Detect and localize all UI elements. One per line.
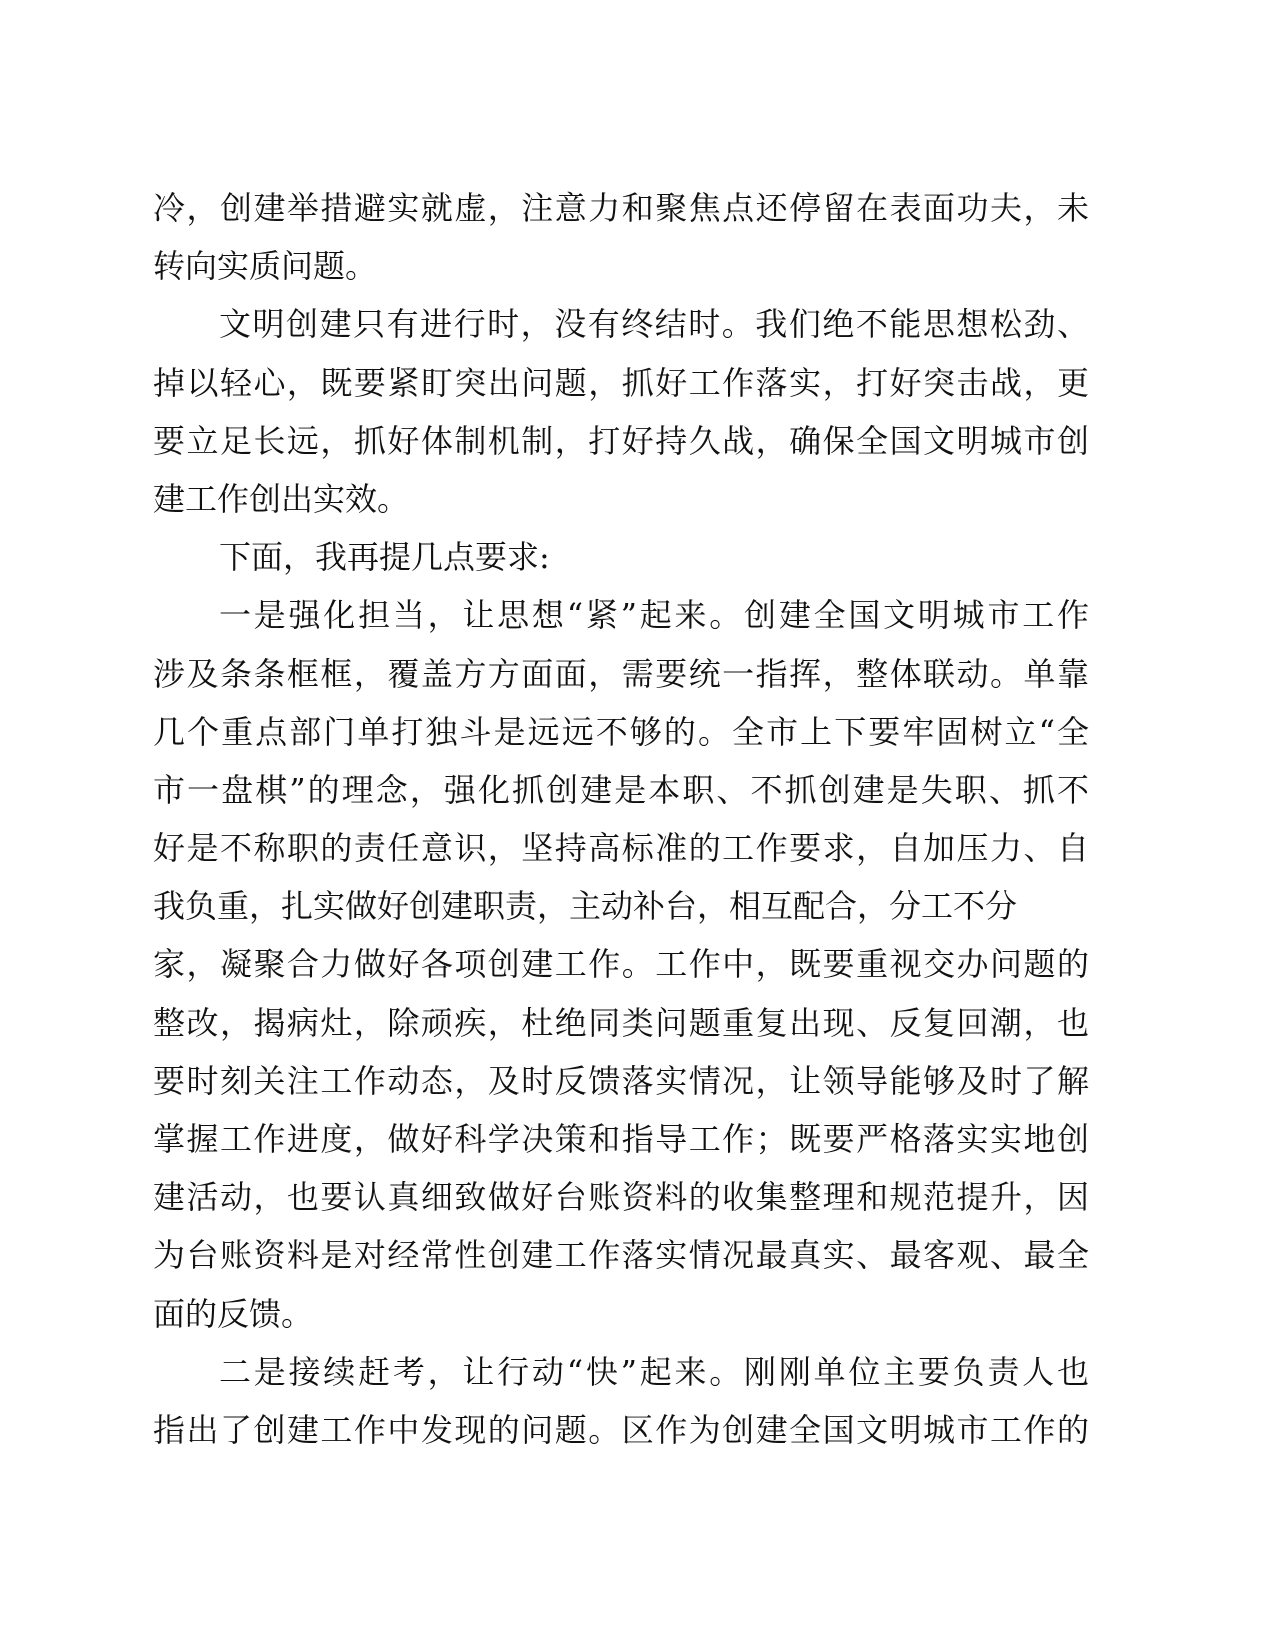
text-line: 冷，创建举措避实就虚，注意力和聚焦点还停留在表面功夫，未 bbox=[153, 189, 1089, 227]
text-line: 二是接续赶考，让行动“快”起来。刚刚单位主要负责人也 bbox=[219, 1352, 1089, 1391]
text-line: 为台账资料是对经常性创建工作落实情况最真实、最客观、最全 bbox=[153, 1236, 1089, 1275]
text-line: 文明创建只有进行时，没有终结时。我们绝不能思想松劲、 bbox=[219, 305, 1089, 344]
text-line: 建活动，也要认真细致做好台账资料的收集整理和规范提升，因 bbox=[153, 1178, 1089, 1217]
text-line: 转向实质问题。 bbox=[153, 247, 378, 286]
text-line: 整改，揭病灶，除顽疾，杜绝同类问题重复出现、反复回潮，也 bbox=[153, 1003, 1089, 1042]
text-line: 一是强化担当，让思想“紧”起来。创建全国文明城市工作 bbox=[219, 596, 1089, 635]
text-line: 掌握工作进度，做好科学决策和指导工作；既要严格落实实地创 bbox=[153, 1120, 1089, 1158]
text-line: 市一盘棋”的理念，强化抓创建是本职、不抓创建是失职、抓不 bbox=[153, 770, 1089, 809]
text-line: 要时刻关注工作动态，及时反馈落实情况，让领导能够及时了解 bbox=[153, 1061, 1089, 1100]
text-line: 下面，我再提几点要求: bbox=[219, 538, 550, 577]
text-line: 家，凝聚合力做好各项创建工作。工作中，既要重视交办问题的 bbox=[153, 945, 1089, 984]
text-line: 要立足长远，抓好体制机制，打好持久战，确保全国文明城市创 bbox=[153, 421, 1089, 460]
text-line: 涉及条条框框，覆盖方方面面，需要统一指挥，整体联动。单靠 bbox=[153, 654, 1089, 693]
text-line: 指出了创建工作中发现的问题。区作为创建全国文明城市工作的 bbox=[153, 1410, 1089, 1449]
text-line: 建工作创出实效。 bbox=[153, 479, 410, 518]
text-line: 几个重点部门单打独斗是远远不够的。全市上下要牢固树立“全 bbox=[153, 712, 1089, 751]
document-body-text bbox=[153, 179, 1089, 1459]
text-line: 掉以轻心，既要紧盯突出问题，抓好工作落实，打好突击战，更 bbox=[153, 363, 1089, 402]
text-line: 我负重，扎实做好创建职责，主动补台，相互配合，分工不分 bbox=[153, 887, 1018, 926]
text-line: 好是不称职的责任意识，坚持高标准的工作要求，自加压力、自 bbox=[153, 829, 1089, 868]
text-line: 面的反馈。 bbox=[153, 1294, 314, 1333]
